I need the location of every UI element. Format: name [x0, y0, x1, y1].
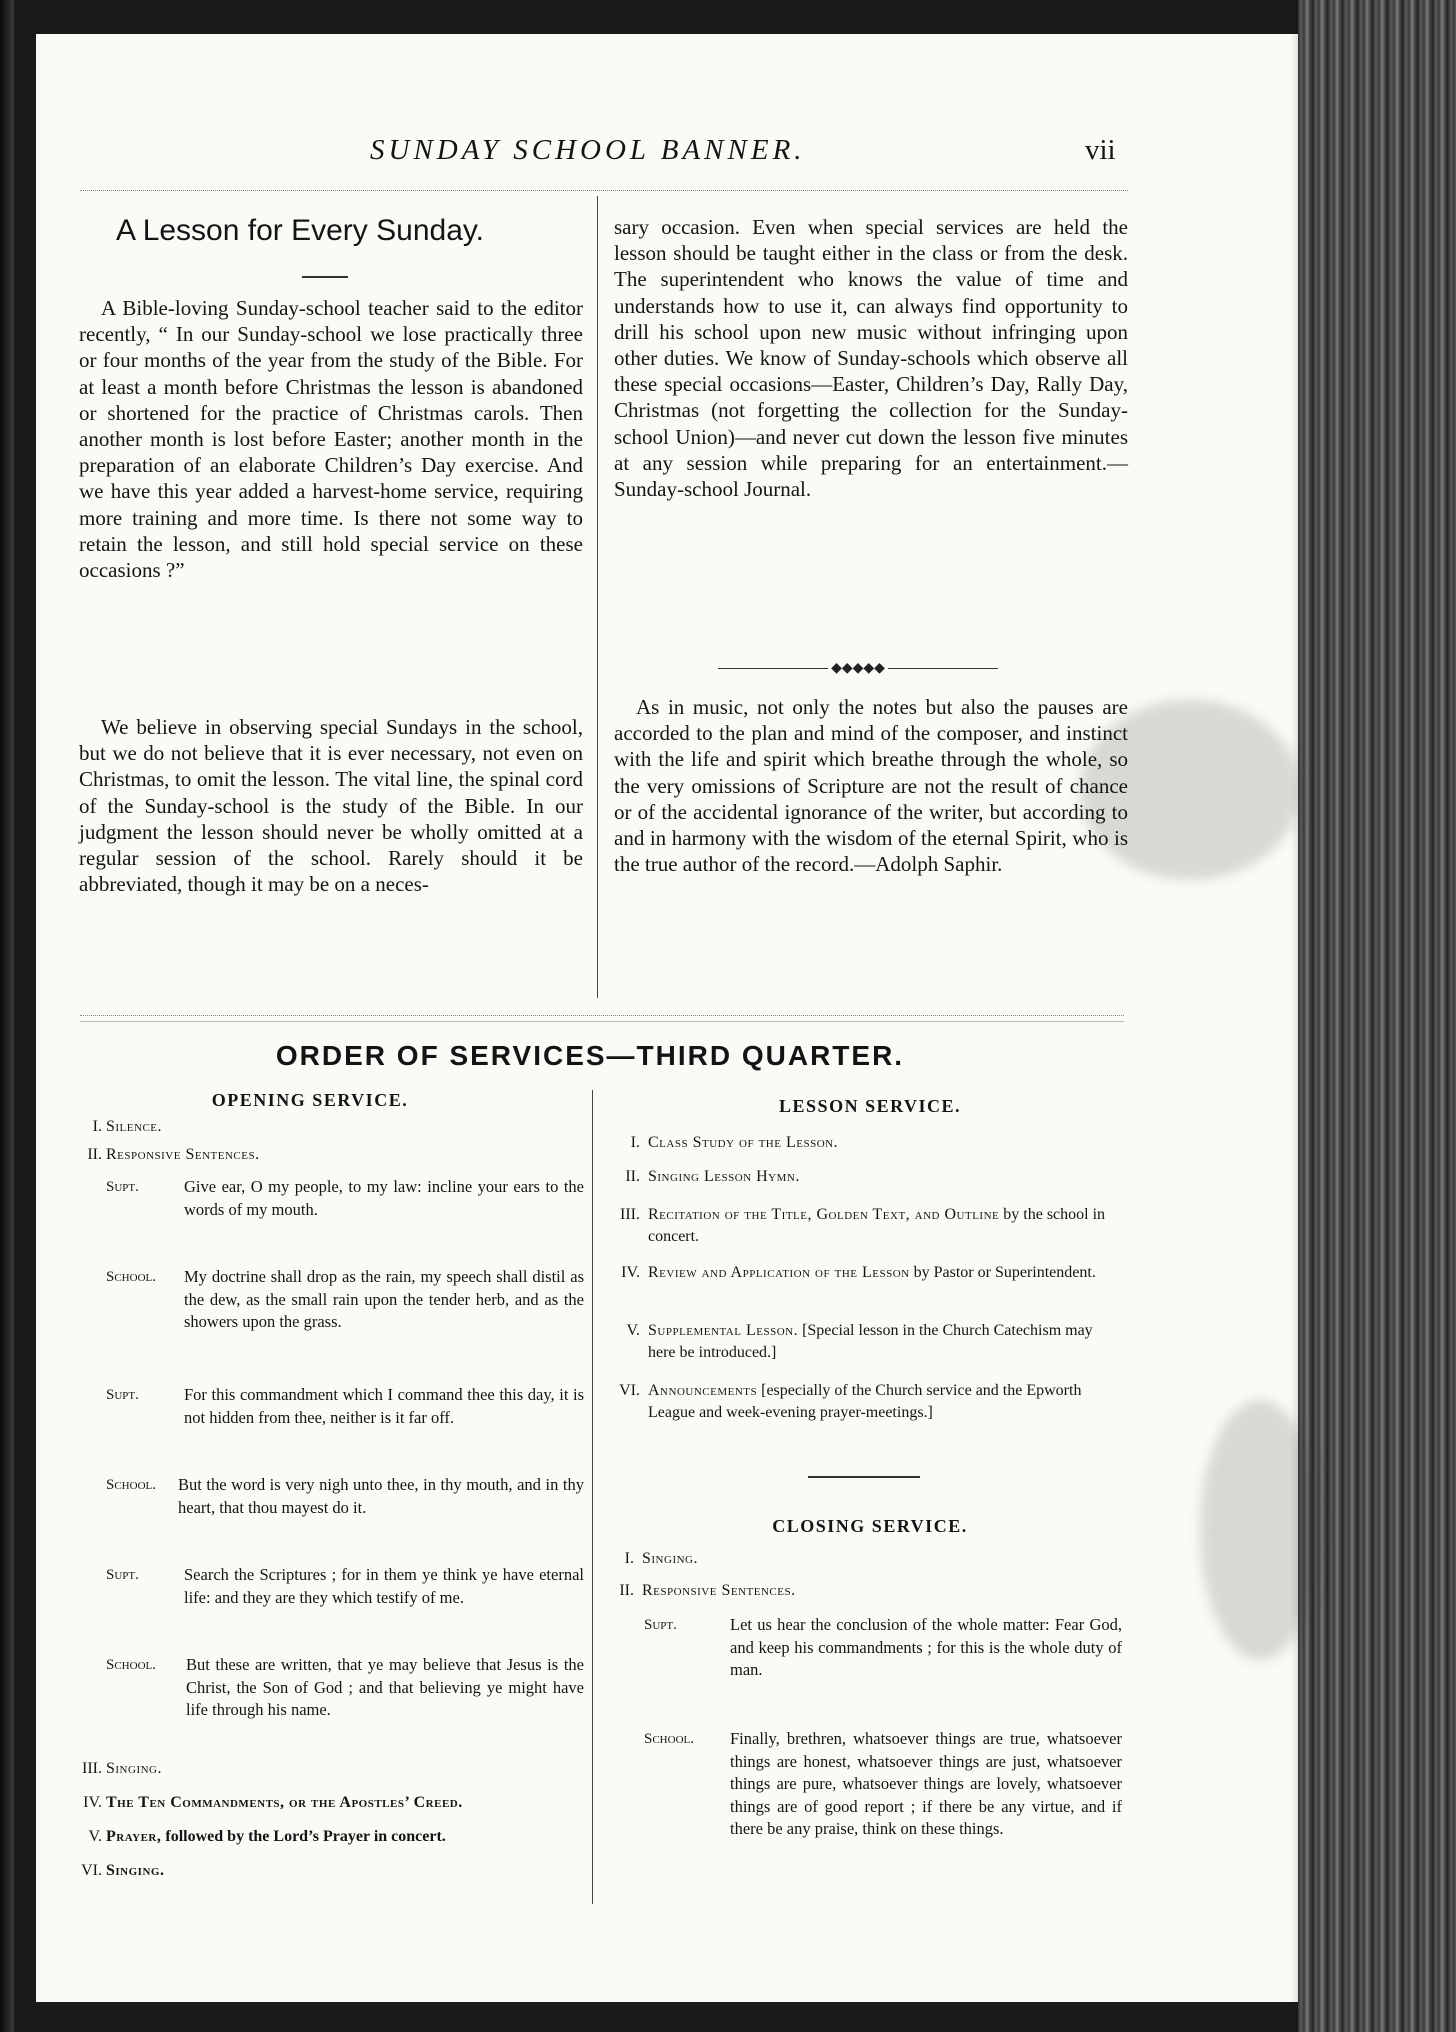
item-number: I. — [92, 1118, 102, 1135]
opening-item-2 — [80, 1144, 260, 1165]
closing-response-1 — [644, 1614, 1122, 1682]
item-text: Responsive Sentences. — [106, 1146, 260, 1163]
article-title: A Lesson for Every Sunday. — [116, 214, 484, 247]
item-number: IV. — [621, 1264, 640, 1281]
item-number: IV. — [83, 1794, 102, 1811]
response-text: My doctrine shall drop as the rain, my speech shall distil as the dew, as the small rain upon the tender herb, and as the showers upon the grass. — [184, 1267, 584, 1331]
item-text: [especially of the Church service and the Epworth League and week-evening prayer-meetings.] — [648, 1382, 1082, 1421]
response-text: For this commandment which I command thee this day, it is not hidden from thee, neither is it far off. — [184, 1385, 584, 1427]
item-lead: Supplemental Lesson. — [648, 1322, 799, 1339]
speaker-label: School. — [106, 1657, 156, 1673]
opening-item-1 — [80, 1116, 162, 1137]
lesson-item-4 — [600, 1262, 1124, 1284]
item-text: Singing. — [106, 1862, 165, 1879]
lesson-item-1 — [600, 1132, 1124, 1154]
opening-response-5 — [106, 1564, 584, 1609]
title-rule — [302, 276, 348, 278]
item-text: by Pastor or Superintendent. — [909, 1264, 1096, 1281]
item-text: by the school in concert. — [648, 1206, 1106, 1245]
opening-response-1 — [106, 1176, 584, 1221]
opening-response-2 — [106, 1266, 584, 1334]
lesson-service-heading: LESSON SERVICE. — [779, 1096, 961, 1116]
article-paragraph-1: A Bible-loving Sunday-school teacher said to the editor recently, “ In our Sunday-school we lose practically three or four months of the year from the study of the Bible. For at least a month before Christmas the lesson is abandoned or shortened for the practice of Christmas carols. Then another month is lost before Easter; another month in the preparation of an elaborate Children’s Day exercise. And we have this year added a harvest-home service, requiring more training and more time. Is there not some way to retain the lesson, and still hold special service on these occasions ?” — [79, 296, 583, 583]
item-number: VI. — [81, 1862, 102, 1879]
lesson-item-3 — [600, 1204, 1124, 1247]
item-number: I. — [624, 1550, 634, 1567]
section-ornament: ◆◆◆◆◆ — [716, 660, 1000, 677]
article-paragraph-2: We believe in observing special Sundays in the school, but we do not believe that it is ever necessary, not even on Christmas, to omit the lesson. The vital line, the spinal cord of the Sunday-school is the study of the Bible. In our judgment the lesson should never be wholly omitted at a regular session of the school. Rarely should it be abbreviated, though it may be on a neces- — [79, 715, 583, 897]
item-number: II. — [619, 1582, 634, 1599]
opening-item-4 — [72, 1792, 463, 1813]
item-number: III. — [82, 1760, 102, 1777]
opening-item-5 — [72, 1826, 446, 1847]
speaker-label: Supt. — [106, 1567, 139, 1583]
opening-response-4 — [106, 1474, 584, 1519]
speaker-label: School. — [106, 1477, 156, 1493]
book-page-edges — [1298, 0, 1456, 2032]
opening-item-6 — [72, 1860, 164, 1881]
item-text: Responsive Sentences. — [642, 1582, 796, 1599]
item-lead: Review and Application of the Lesson — [648, 1264, 910, 1281]
response-text: But these are written, that ye may believe that Jesus is the Christ, the Son of God ; and that believing ye might have life through his name. — [186, 1655, 584, 1719]
page-number: vii — [1085, 134, 1116, 166]
item-text: Singing Lesson Hymn. — [648, 1168, 800, 1185]
opening-response-3 — [106, 1384, 584, 1429]
response-text: Finally, brethren, whatsoever things are true, whatsoever things are honest, whatsoever things are just, whatsoever things are pure, whatsoever things are lovely, whatsoever things are of good report ; if there be any virtue, and if there be any praise, think on these things. — [730, 1729, 1122, 1838]
book-left-edge — [0, 0, 14, 2032]
response-text: Give ear, O my people, to my law: incline your ears to the words of my mouth. — [184, 1177, 584, 1219]
item-number: II. — [625, 1168, 640, 1185]
saphir-quote: As in music, not only the notes but also the pauses are accorded to the plan and mind of the composer, and instinct with the life and spirit which breathe through the whole, so the very omissions of Scripture are not the result of chance or of the accidental ignorance of the writer, but according to and in harmony with the wisdom of the eternal Spirit, who is the true author of the record.—Adolph Saphir. — [614, 695, 1128, 877]
speaker-label: School. — [644, 1731, 694, 1747]
item-number: V. — [88, 1828, 102, 1845]
speaker-label: Supt. — [106, 1387, 139, 1403]
top-rule — [80, 190, 1128, 191]
item-lead: Announcements — [648, 1382, 758, 1399]
response-text: But the word is very nigh unto thee, in thy mouth, and in thy heart, that thou mayest do it. — [178, 1475, 584, 1517]
item-text: Class Study of the Lesson. — [648, 1134, 839, 1151]
section-rule — [80, 1015, 1124, 1016]
lesson-item-6 — [600, 1380, 1124, 1423]
item-text: [Special lesson in the Church Catechism may here be introduced.] — [648, 1322, 1093, 1361]
order-of-services-title: ORDER OF SERVICES—THIRD QUARTER. — [275, 1040, 905, 1071]
item-number: III. — [620, 1206, 640, 1223]
opening-item-3 — [72, 1758, 162, 1779]
lesson-item-2 — [600, 1166, 1124, 1188]
item-text: Singing. — [106, 1760, 162, 1777]
speaker-label: Supt. — [106, 1179, 139, 1195]
closing-item-1 — [594, 1548, 1124, 1570]
article-paragraph-3: sary occasion. Even when special services are held the lesson should be taught either in the class or from the desk. The superintendent who knows the value of time and understands how to use it, can always find opportunity to drill his school upon new music without infringing upon other duties. We know of Sunday-schools which observe all these special occasions—Easter, Children’s Day, Rally Day, Christmas (not forgetting the collection for the Sunday-school Union)—and never cut down the lesson five minutes at any session while preparing for an entertainment.—Sunday-school Journal. — [614, 215, 1128, 502]
item-number: II. — [87, 1146, 102, 1163]
services-column-divider — [592, 1090, 593, 1904]
item-text: Silence. — [106, 1118, 162, 1135]
closing-response-2 — [644, 1728, 1122, 1841]
running-head: SUNDAY SCHOOL BANNER. — [370, 134, 806, 166]
item-number: V. — [626, 1322, 640, 1339]
closing-service-heading: CLOSING SERVICE. — [772, 1516, 968, 1536]
paper-stain — [1200, 1400, 1320, 1660]
lesson-item-5 — [600, 1320, 1124, 1363]
item-lead: Recitation of the Title, Golden Text, and Outline — [648, 1206, 1000, 1223]
item-lead: Prayer, — [106, 1828, 162, 1845]
lesson-closing-rule — [808, 1476, 920, 1478]
section-rule — [80, 1021, 1124, 1022]
column-divider — [597, 196, 598, 998]
closing-item-2 — [594, 1580, 1124, 1602]
response-text: Let us hear the conclusion of the whole matter: Fear God, and keep his commandments ; for this is the whole duty of man. — [730, 1615, 1122, 1679]
opening-response-6 — [106, 1654, 584, 1722]
item-number: I. — [630, 1134, 640, 1151]
speaker-label: Supt. — [644, 1617, 677, 1633]
item-text: followed by the Lord’s Prayer in concert. — [161, 1828, 446, 1845]
item-text: The Ten Commandments, or the Apostles’ Creed. — [106, 1794, 463, 1811]
item-number: VI. — [619, 1382, 640, 1399]
opening-service-heading: OPENING SERVICE. — [211, 1090, 409, 1110]
item-text: Singing. — [642, 1550, 698, 1567]
response-text: Search the Scriptures ; for in them ye think ye have eternal life: and they are they which testify of me. — [184, 1565, 584, 1607]
speaker-label: School. — [106, 1269, 156, 1285]
